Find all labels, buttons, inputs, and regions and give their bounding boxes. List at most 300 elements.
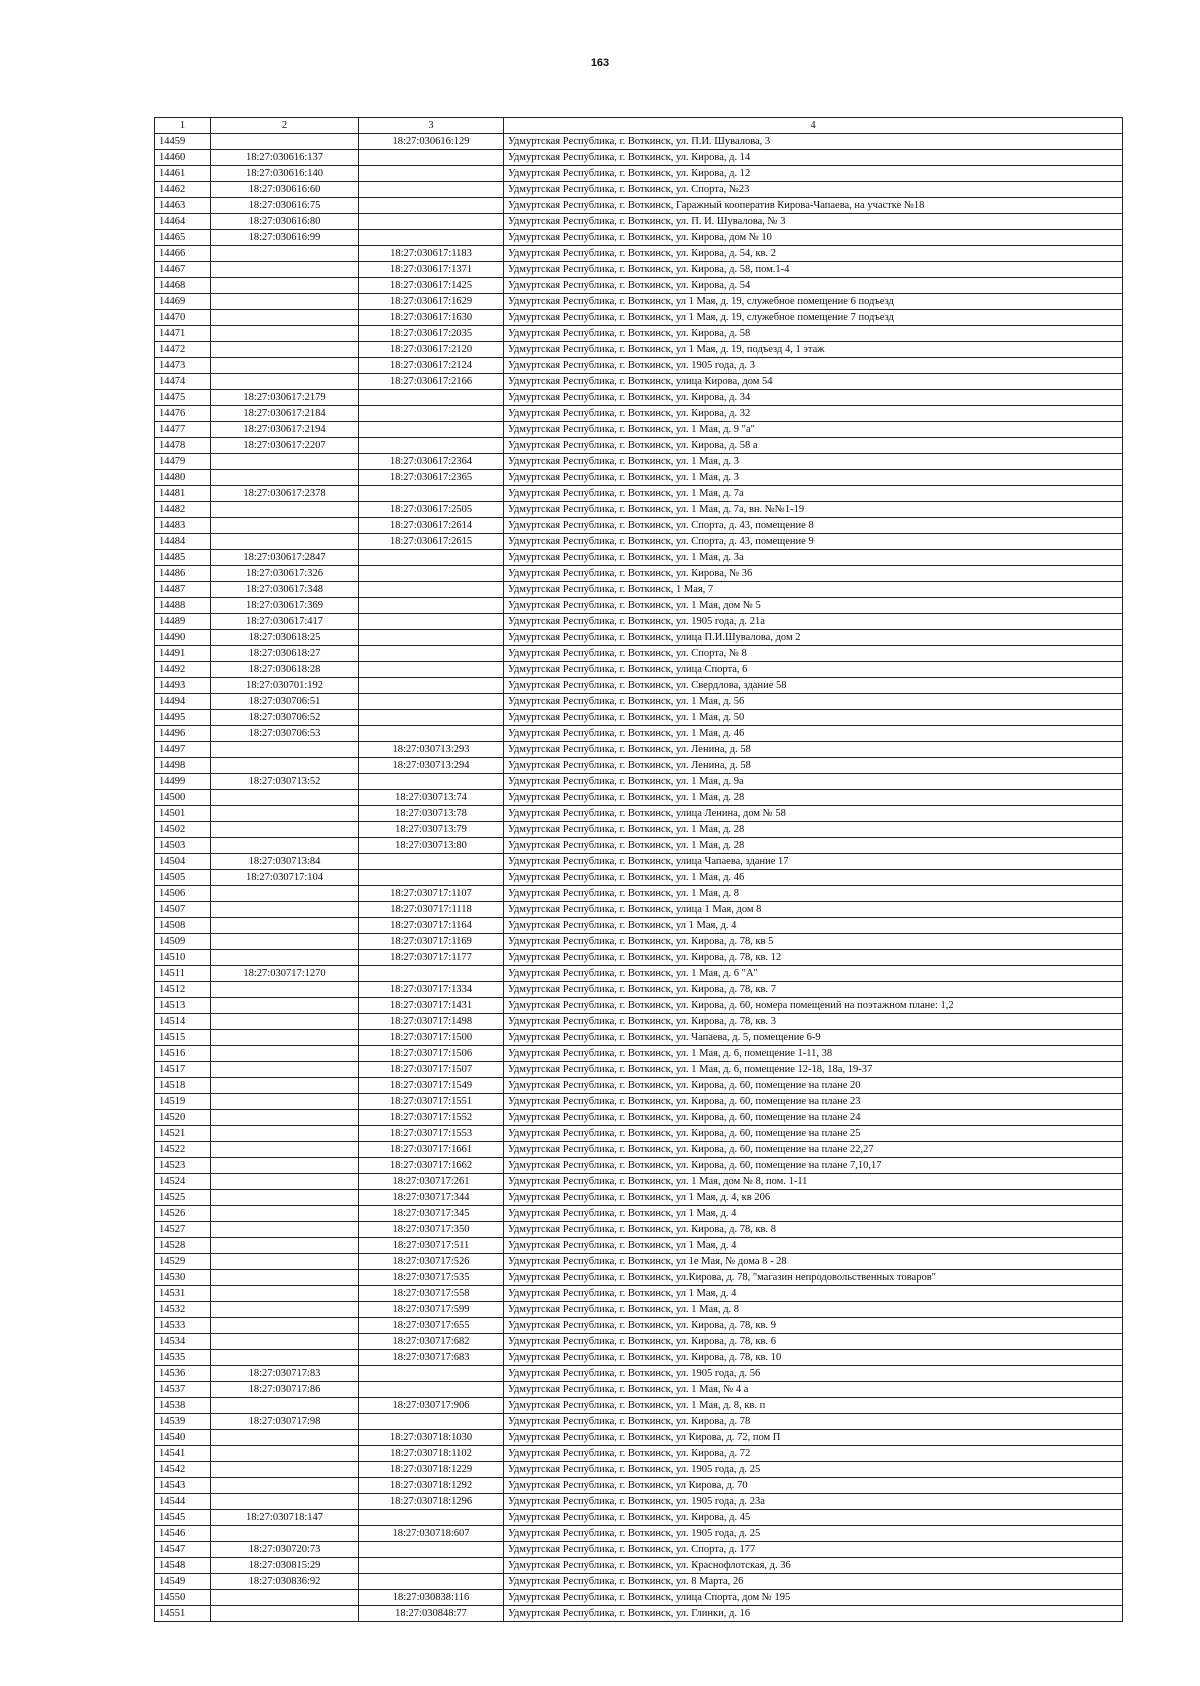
row-number: 14516 [155, 1046, 211, 1062]
address: Удмуртская Республика, г. Воткинск, ул. 1905 года, д. 3 [504, 358, 1123, 374]
cadastral-number-col3 [359, 438, 504, 454]
row-number: 14463 [155, 198, 211, 214]
cadastral-number-col2 [211, 1142, 359, 1158]
row-number: 14502 [155, 822, 211, 838]
table-row [155, 422, 1123, 438]
table-row [155, 358, 1123, 374]
table-row [155, 1334, 1123, 1350]
cadastral-number-col2 [211, 1462, 359, 1478]
row-number: 14460 [155, 150, 211, 166]
table-row [155, 1526, 1123, 1542]
address: Удмуртская Республика, г. Воткинск, ул. Кирова, д. 78, кв. 12 [504, 950, 1123, 966]
row-number: 14531 [155, 1286, 211, 1302]
address: Удмуртская Республика, г. Воткинск, ул. Кирова, д. 34 [504, 390, 1123, 406]
table-row [155, 902, 1123, 918]
table-row [155, 678, 1123, 694]
address: Удмуртская Республика, г. Воткинск, ул. Кирова, д. 58 а [504, 438, 1123, 454]
table-row [155, 726, 1123, 742]
cadastral-number-col3 [359, 150, 504, 166]
address: Удмуртская Республика, г. Воткинск, ул. Кирова, д. 60, помещение на плане 24 [504, 1110, 1123, 1126]
table-row [155, 310, 1123, 326]
cadastral-number-col2 [211, 310, 359, 326]
cadastral-number-col3: 18:27:030617:2364 [359, 454, 504, 470]
cadastral-number-col2: 18:27:030617:348 [211, 582, 359, 598]
cadastral-number-col3: 18:27:030617:2035 [359, 326, 504, 342]
row-number: 14515 [155, 1030, 211, 1046]
row-number: 14478 [155, 438, 211, 454]
cadastral-number-col3 [359, 422, 504, 438]
cadastral-number-col2 [211, 934, 359, 950]
cadastral-number-col3 [359, 726, 504, 742]
address: Удмуртская Республика, г. Воткинск, ул. Спорта, №23 [504, 182, 1123, 198]
table-row [155, 934, 1123, 950]
cadastral-number-col2: 18:27:030717:1270 [211, 966, 359, 982]
cadastral-number-col3 [359, 486, 504, 502]
table-row [155, 534, 1123, 550]
cadastral-number-col2 [211, 1494, 359, 1510]
address: Удмуртская Республика, г. Воткинск, ул.Кирова, д. 78, "магазин непродовольственных товаров" [504, 1270, 1123, 1286]
row-number: 14490 [155, 630, 211, 646]
table-row [155, 1286, 1123, 1302]
cadastral-number-col2 [211, 1030, 359, 1046]
cadastral-number-col3 [359, 198, 504, 214]
row-number: 14538 [155, 1398, 211, 1414]
table-row [155, 374, 1123, 390]
row-number: 14521 [155, 1126, 211, 1142]
cadastral-number-col2 [211, 518, 359, 534]
cadastral-number-col2 [211, 262, 359, 278]
cadastral-number-col2 [211, 982, 359, 998]
address: Удмуртская Республика, г. Воткинск, ул. 1 Мая, д. 9 "а" [504, 422, 1123, 438]
address: Удмуртская Республика, г. Воткинск, ул. Кирова, д. 58, пом.1-4 [504, 262, 1123, 278]
cadastral-number-col2 [211, 342, 359, 358]
address: Удмуртская Республика, г. Воткинск, ул Кирова, д. 72, пом П [504, 1430, 1123, 1446]
cadastral-number-col3 [359, 694, 504, 710]
table-row [155, 838, 1123, 854]
cadastral-number-col3: 18:27:030617:2505 [359, 502, 504, 518]
address: Удмуртская Республика, г. Воткинск, ул. 1 Мая, д. 28 [504, 822, 1123, 838]
row-number: 14476 [155, 406, 211, 422]
cadastral-number-col2 [211, 1350, 359, 1366]
address: Удмуртская Республика, г. Воткинск, 1 Мая, 7 [504, 582, 1123, 598]
address: Удмуртская Республика, г. Воткинск, ул. Кирова, д. 12 [504, 166, 1123, 182]
cadastral-number-col2: 18:27:030617:417 [211, 614, 359, 630]
cadastral-number-col3 [359, 1510, 504, 1526]
register-table [154, 117, 1123, 1622]
cadastral-number-col3: 18:27:030713:293 [359, 742, 504, 758]
cadastral-number-col2: 18:27:030718:147 [211, 1510, 359, 1526]
cadastral-number-col3 [359, 1558, 504, 1574]
table-row [155, 1206, 1123, 1222]
table-row [155, 246, 1123, 262]
table-row [155, 694, 1123, 710]
cadastral-number-col3: 18:27:030717:683 [359, 1350, 504, 1366]
cadastral-number-col2 [211, 374, 359, 390]
cadastral-number-col3: 18:27:030717:1506 [359, 1046, 504, 1062]
cadastral-number-col3: 18:27:030717:1552 [359, 1110, 504, 1126]
cadastral-number-col2: 18:27:030616:140 [211, 166, 359, 182]
row-number: 14504 [155, 854, 211, 870]
table-row [155, 806, 1123, 822]
table-row [155, 742, 1123, 758]
table-row [155, 262, 1123, 278]
cadastral-number-col2 [211, 134, 359, 150]
table-row [155, 502, 1123, 518]
table-row [155, 1046, 1123, 1062]
cadastral-number-col3: 18:27:030717:1662 [359, 1158, 504, 1174]
cadastral-number-col3: 18:27:030848:77 [359, 1606, 504, 1622]
cadastral-number-col2: 18:27:030618:25 [211, 630, 359, 646]
cadastral-number-col2 [211, 886, 359, 902]
cadastral-number-col3 [359, 854, 504, 870]
address: Удмуртская Республика, г. Воткинск, ул. 1 Мая, д. 3а [504, 550, 1123, 566]
row-number: 14466 [155, 246, 211, 262]
cadastral-number-col2 [211, 1014, 359, 1030]
address: Удмуртская Республика, г. Воткинск, ул 1 Мая, д. 19, подъезд 4, 1 этаж [504, 342, 1123, 358]
row-number: 14523 [155, 1158, 211, 1174]
address: Удмуртская Республика, г. Воткинск, ул. Кирова, д. 78, кв. 6 [504, 1334, 1123, 1350]
cadastral-number-col3: 18:27:030713:79 [359, 822, 504, 838]
cadastral-number-col2: 18:27:030617:2194 [211, 422, 359, 438]
row-number: 14482 [155, 502, 211, 518]
cadastral-number-col3: 18:27:030717:655 [359, 1318, 504, 1334]
row-number: 14473 [155, 358, 211, 374]
cadastral-number-col3: 18:27:030718:1229 [359, 1462, 504, 1478]
table-row [155, 966, 1123, 982]
cadastral-number-col2 [211, 1190, 359, 1206]
table-row [155, 390, 1123, 406]
cadastral-number-col3: 18:27:030717:1334 [359, 982, 504, 998]
row-number: 14548 [155, 1558, 211, 1574]
cadastral-number-col3: 18:27:030617:2365 [359, 470, 504, 486]
row-number: 14551 [155, 1606, 211, 1622]
cadastral-number-col3 [359, 550, 504, 566]
row-number: 14529 [155, 1254, 211, 1270]
cadastral-number-col2: 18:27:030706:52 [211, 710, 359, 726]
row-number: 14508 [155, 918, 211, 934]
cadastral-number-col3: 18:27:030717:526 [359, 1254, 504, 1270]
cadastral-number-col3: 18:27:030717:345 [359, 1206, 504, 1222]
column-header-4: 4 [504, 118, 1123, 134]
address: Удмуртская Республика, г. Воткинск, ул 1 Мая, д. 4 [504, 1206, 1123, 1222]
cadastral-number-col2: 18:27:030706:51 [211, 694, 359, 710]
row-number: 14513 [155, 998, 211, 1014]
row-number: 14465 [155, 230, 211, 246]
row-number: 14517 [155, 1062, 211, 1078]
cadastral-number-col3 [359, 662, 504, 678]
table-row [155, 470, 1123, 486]
address: Удмуртская Республика, г. Воткинск, ул. Кирова, д. 72 [504, 1446, 1123, 1462]
row-number: 14542 [155, 1462, 211, 1478]
table-row [155, 1574, 1123, 1590]
cadastral-number-col3: 18:27:030717:1551 [359, 1094, 504, 1110]
cadastral-number-col2 [211, 742, 359, 758]
cadastral-number-col2 [211, 294, 359, 310]
page-number: 163 [590, 57, 610, 69]
table-row [155, 550, 1123, 566]
row-number: 14518 [155, 1078, 211, 1094]
cadastral-number-col2: 18:27:030815:29 [211, 1558, 359, 1574]
cadastral-number-col3: 18:27:030717:1553 [359, 1126, 504, 1142]
cadastral-number-col3: 18:27:030617:1425 [359, 278, 504, 294]
row-number: 14535 [155, 1350, 211, 1366]
row-number: 14491 [155, 646, 211, 662]
table-row [155, 1270, 1123, 1286]
row-number: 14532 [155, 1302, 211, 1318]
address: Удмуртская Республика, г. Воткинск, ул. 1 Мая, д. 6 "А" [504, 966, 1123, 982]
cadastral-number-col3: 18:27:030718:1292 [359, 1478, 504, 1494]
address: Удмуртская Республика, г. Воткинск, ул. 1 Мая, д. 7а [504, 486, 1123, 502]
cadastral-number-col3: 18:27:030717:906 [359, 1398, 504, 1414]
cadastral-number-col3: 18:27:030717:599 [359, 1302, 504, 1318]
table-row [155, 198, 1123, 214]
table-row [155, 1078, 1123, 1094]
address: Удмуртская Республика, г. Воткинск, ул. 1 Мая, д. 46 [504, 726, 1123, 742]
cadastral-number-col2 [211, 1590, 359, 1606]
address: Удмуртская Республика, г. Воткинск, ул. Спорта, д. 43, помещение 9 [504, 534, 1123, 550]
cadastral-number-col3 [359, 614, 504, 630]
cadastral-number-col2 [211, 1430, 359, 1446]
row-number: 14536 [155, 1366, 211, 1382]
table-row [155, 1462, 1123, 1478]
cadastral-number-col3: 18:27:030717:344 [359, 1190, 504, 1206]
cadastral-number-col3: 18:27:030617:2124 [359, 358, 504, 374]
address: Удмуртская Республика, г. Воткинск, ул. Кирова, д. 78, кв. 10 [504, 1350, 1123, 1366]
table-row [155, 790, 1123, 806]
address: Удмуртская Республика, г. Воткинск, ул. 1 Мая, д. 28 [504, 790, 1123, 806]
cadastral-number-col2 [211, 278, 359, 294]
table-row [155, 1254, 1123, 1270]
address: Удмуртская Республика, г. Воткинск, ул. 1 Мая, д. 28 [504, 838, 1123, 854]
address: Удмуртская Республика, г. Воткинск, ул. 1 Мая, № 4 а [504, 1382, 1123, 1398]
table-row [155, 278, 1123, 294]
address: Удмуртская Республика, г. Воткинск, ул. Кирова, д. 60, помещение на плане 20 [504, 1078, 1123, 1094]
cadastral-number-col3 [359, 774, 504, 790]
table-row [155, 342, 1123, 358]
address: Удмуртская Республика, г. Воткинск, ул. Кирова, д. 78 [504, 1414, 1123, 1430]
address: Удмуртская Республика, г. Воткинск, ул. 1 Мая, д. 8, кв. п [504, 1398, 1123, 1414]
cadastral-number-col2: 18:27:030617:2207 [211, 438, 359, 454]
address: Удмуртская Республика, г. Воткинск, ул. 1 Мая, дом № 8, пом. 1-11 [504, 1174, 1123, 1190]
row-number: 14492 [155, 662, 211, 678]
row-number: 14486 [155, 566, 211, 582]
cadastral-number-col2: 18:27:030617:2847 [211, 550, 359, 566]
cadastral-number-col2: 18:27:030617:2378 [211, 486, 359, 502]
table-row [155, 566, 1123, 582]
cadastral-number-col2: 18:27:030706:53 [211, 726, 359, 742]
table-row [155, 598, 1123, 614]
cadastral-number-col3 [359, 870, 504, 886]
row-number: 14524 [155, 1174, 211, 1190]
cadastral-number-col2 [211, 1206, 359, 1222]
table-row [155, 710, 1123, 726]
cadastral-number-col3 [359, 1414, 504, 1430]
cadastral-number-col3: 18:27:030717:535 [359, 1270, 504, 1286]
table-row [155, 438, 1123, 454]
cadastral-number-col3 [359, 390, 504, 406]
row-number: 14528 [155, 1238, 211, 1254]
table-row [155, 1494, 1123, 1510]
address: Удмуртская Республика, г. Воткинск, ул 1е Мая, № дома 8 - 28 [504, 1254, 1123, 1270]
cadastral-number-col3 [359, 598, 504, 614]
row-number: 14525 [155, 1190, 211, 1206]
cadastral-number-col2 [211, 1238, 359, 1254]
row-number: 14464 [155, 214, 211, 230]
row-number: 14539 [155, 1414, 211, 1430]
cadastral-number-col2 [211, 454, 359, 470]
address: Удмуртская Республика, г. Воткинск, ул Кирова, д. 70 [504, 1478, 1123, 1494]
cadastral-number-col2 [211, 326, 359, 342]
table-row [155, 1558, 1123, 1574]
cadastral-number-col3: 18:27:030717:350 [359, 1222, 504, 1238]
row-number: 14512 [155, 982, 211, 998]
address: Удмуртская Республика, г. Воткинск, ул. Кирова, д. 78, кв. 3 [504, 1014, 1123, 1030]
cadastral-number-col2 [211, 1302, 359, 1318]
table-row [155, 1062, 1123, 1078]
cadastral-number-col3 [359, 630, 504, 646]
cadastral-number-col2 [211, 918, 359, 934]
cadastral-number-col3 [359, 582, 504, 598]
table-row [155, 294, 1123, 310]
cadastral-number-col2: 18:27:030717:98 [211, 1414, 359, 1430]
cadastral-number-col3 [359, 182, 504, 198]
row-number: 14510 [155, 950, 211, 966]
row-number: 14541 [155, 1446, 211, 1462]
address: Удмуртская Республика, г. Воткинск, ул. 8 Марта, 26 [504, 1574, 1123, 1590]
row-number: 14493 [155, 678, 211, 694]
cadastral-number-col3: 18:27:030717:1500 [359, 1030, 504, 1046]
address: Удмуртская Республика, г. Воткинск, ул. Свердлова, здание 58 [504, 678, 1123, 694]
cadastral-number-col2 [211, 1270, 359, 1286]
row-number: 14481 [155, 486, 211, 502]
cadastral-number-col3 [359, 966, 504, 982]
address: Удмуртская Республика, г. Воткинск, ул. Кирова, д. 14 [504, 150, 1123, 166]
table-row [155, 1110, 1123, 1126]
row-number: 14472 [155, 342, 211, 358]
column-header-1: 1 [155, 118, 211, 134]
row-number: 14497 [155, 742, 211, 758]
cadastral-number-col2: 18:27:030618:27 [211, 646, 359, 662]
cadastral-number-col2 [211, 790, 359, 806]
address: Удмуртская Республика, г. Воткинск, ул. 1 Мая, д. 8 [504, 886, 1123, 902]
table-row [155, 582, 1123, 598]
row-number: 14506 [155, 886, 211, 902]
table-row [155, 1190, 1123, 1206]
address: Удмуртская Республика, г. Воткинск, ул. 1 Мая, д. 46 [504, 870, 1123, 886]
cadastral-number-col2: 18:27:030617:326 [211, 566, 359, 582]
table-row [155, 662, 1123, 678]
row-number: 14477 [155, 422, 211, 438]
address: Удмуртская Республика, г. Воткинск, ул 1 Мая, д. 4, кв 206 [504, 1190, 1123, 1206]
address: Удмуртская Республика, г. Воткинск, ул. 1905 года, д. 21а [504, 614, 1123, 630]
cadastral-number-col2: 18:27:030701:192 [211, 678, 359, 694]
row-number: 14459 [155, 134, 211, 150]
cadastral-number-col2 [211, 1174, 359, 1190]
row-number: 14489 [155, 614, 211, 630]
cadastral-number-col3: 18:27:030617:1629 [359, 294, 504, 310]
row-number: 14534 [155, 1334, 211, 1350]
cadastral-number-col2 [211, 1478, 359, 1494]
cadastral-number-col3 [359, 1366, 504, 1382]
cadastral-number-col2: 18:27:030616:75 [211, 198, 359, 214]
cadastral-number-col3: 18:27:030718:1102 [359, 1446, 504, 1462]
cadastral-number-col3: 18:27:030616:129 [359, 134, 504, 150]
cadastral-number-col2: 18:27:030717:83 [211, 1366, 359, 1382]
address: Удмуртская Республика, г. Воткинск, ул. Кирова, д. 60, помещение на плане 23 [504, 1094, 1123, 1110]
table-row [155, 1014, 1123, 1030]
cadastral-number-col2 [211, 1318, 359, 1334]
table-row [155, 1366, 1123, 1382]
table-row [155, 1350, 1123, 1366]
table-row [155, 182, 1123, 198]
cadastral-number-col3: 18:27:030717:1164 [359, 918, 504, 934]
table-row [155, 854, 1123, 870]
address: Удмуртская Республика, г. Воткинск, ул. Чапаева, д. 5, помещение 6-9 [504, 1030, 1123, 1046]
cadastral-number-col2 [211, 758, 359, 774]
row-number: 14467 [155, 262, 211, 278]
table-row [155, 166, 1123, 182]
address: Удмуртская Республика, г. Воткинск, улица Ленина, дом № 58 [504, 806, 1123, 822]
address: Удмуртская Республика, г. Воткинск, ул 1 Мая, д. 4 [504, 1238, 1123, 1254]
address: Удмуртская Республика, г. Воткинск, ул. Кирова, д. 78, кв 5 [504, 934, 1123, 950]
address: Удмуртская Республика, г. Воткинск, ул. 1 Мая, д. 3 [504, 454, 1123, 470]
table-row [155, 646, 1123, 662]
cadastral-number-col2 [211, 822, 359, 838]
table-row [155, 1238, 1123, 1254]
address: Удмуртская Республика, г. Воткинск, ул. Кирова, дом № 10 [504, 230, 1123, 246]
row-number: 14537 [155, 1382, 211, 1398]
table-row [155, 326, 1123, 342]
cadastral-number-col2 [211, 1062, 359, 1078]
table-row [155, 1302, 1123, 1318]
address: Удмуртская Республика, г. Воткинск, ул 1 Мая, д. 19, служебное помещение 6 подъезд [504, 294, 1123, 310]
row-number: 14545 [155, 1510, 211, 1526]
table-row [155, 1174, 1123, 1190]
row-number: 14475 [155, 390, 211, 406]
row-number: 14494 [155, 694, 211, 710]
table-row [155, 822, 1123, 838]
table-row [155, 1094, 1123, 1110]
cadastral-number-col3: 18:27:030717:1661 [359, 1142, 504, 1158]
cadastral-number-col2 [211, 1158, 359, 1174]
row-number: 14484 [155, 534, 211, 550]
cadastral-number-col3: 18:27:030617:1183 [359, 246, 504, 262]
cadastral-number-col3 [359, 406, 504, 422]
cadastral-number-col2: 18:27:030618:28 [211, 662, 359, 678]
cadastral-number-col3: 18:27:030717:261 [359, 1174, 504, 1190]
row-number: 14503 [155, 838, 211, 854]
cadastral-number-col2 [211, 1526, 359, 1542]
address: Удмуртская Республика, г. Воткинск, ул. 1 Мая, д. 8 [504, 1302, 1123, 1318]
cadastral-number-col3: 18:27:030717:1549 [359, 1078, 504, 1094]
row-number: 14527 [155, 1222, 211, 1238]
cadastral-number-col2 [211, 1286, 359, 1302]
address: Удмуртская Республика, г. Воткинск, ул. П.И. Шувалова, 3 [504, 134, 1123, 150]
address: Удмуртская Республика, г. Воткинск, Гаражный кооператив Кирова-Чапаева, на участке №18 [504, 198, 1123, 214]
address: Удмуртская Республика, г. Воткинск, ул. 1905 года, д. 25 [504, 1526, 1123, 1542]
address: Удмуртская Республика, г. Воткинск, ул. Кирова, д. 32 [504, 406, 1123, 422]
table-row [155, 1606, 1123, 1622]
table-row [155, 1430, 1123, 1446]
row-number: 14496 [155, 726, 211, 742]
table-row [155, 614, 1123, 630]
address: Удмуртская Республика, г. Воткинск, ул 1 Мая, д. 4 [504, 918, 1123, 934]
cadastral-number-col3: 18:27:030717:511 [359, 1238, 504, 1254]
cadastral-number-col2: 18:27:030617:2184 [211, 406, 359, 422]
address: Удмуртская Республика, г. Воткинск, ул. 1 Мая, д. 7а, вн. №№1-19 [504, 502, 1123, 518]
table-row [155, 1414, 1123, 1430]
table-row [155, 1318, 1123, 1334]
